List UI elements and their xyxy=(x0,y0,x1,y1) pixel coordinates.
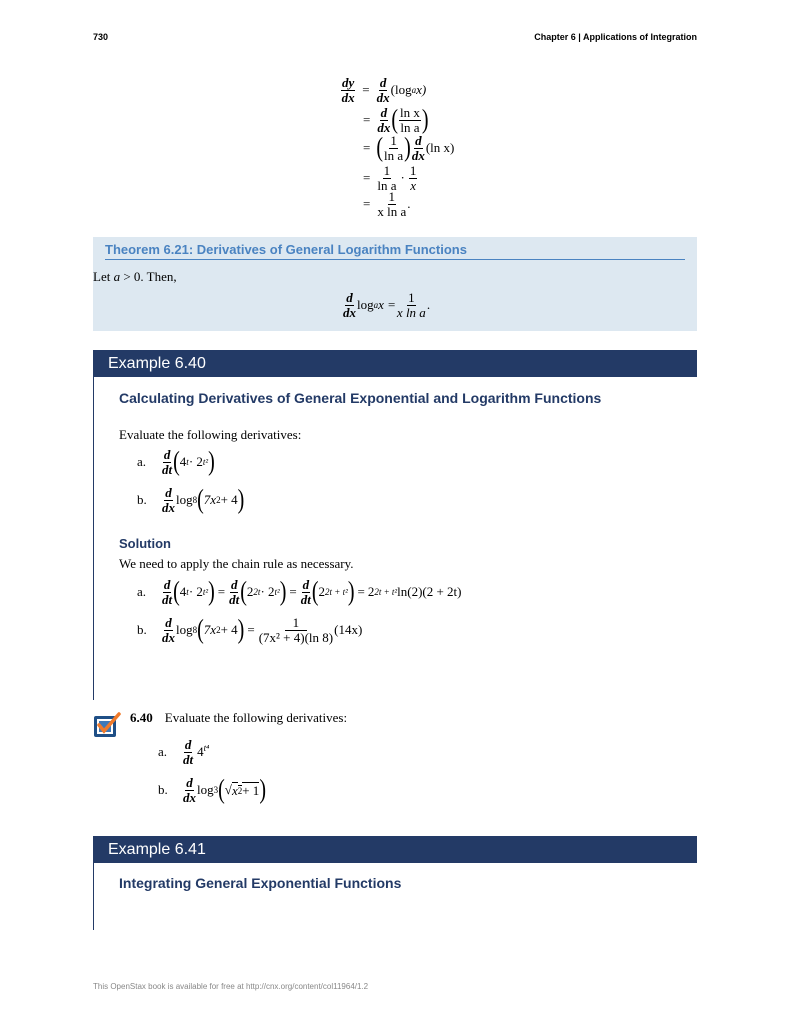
example-6-41-header: Example 6.41 xyxy=(93,836,697,863)
theorem-formula: $\frac{d}{dx}$ log a x = $\frac{1}{\text{x ln a}}$ . xyxy=(343,290,431,320)
exercise-item-b: b. $\frac{d}{dx}$ log 3 ( √ x 2 + 1 ) xyxy=(158,775,266,805)
solution-text: We need to apply the chain rule as necessary. xyxy=(119,556,354,571)
solution-item-b: b. $\frac{d}{dx}$ log 8 ( 7x 2 + 4 ) = $\frac{1}{\text{(7x² + 4)(ln 8)}}$ (14x) xyxy=(137,615,363,645)
theorem-intro: Let a > 0. Then, xyxy=(93,269,177,284)
eq-row-3: = ( $\frac{1}{\text{ln a}}$ ) $\frac{d}{dx}$ (ln x) xyxy=(363,133,455,163)
example-border xyxy=(93,862,94,930)
chapter-header: Chapter 6 | Applications of Integration xyxy=(534,32,697,42)
eq-row-5: = $\frac{1}{\text{x ln a}}$ . xyxy=(363,189,411,219)
checkpoint-checkbox-icon xyxy=(93,712,117,736)
example-item-a: a. $\frac{d}{dt}$ ( 4 t · 2 t² ) xyxy=(137,447,215,477)
example-border xyxy=(93,377,94,700)
page-number: 730 xyxy=(93,32,109,42)
example-6-41-title: Integrating General Exponential Functions xyxy=(119,875,402,891)
exercise-prompt: 6.40 Evaluate the following derivatives: xyxy=(130,710,348,725)
footer-text: This OpenStax book is available for free at http://cnx.org/content/col11964/1.2 xyxy=(93,982,369,991)
eq-row-4: = $\frac{1}{\text{ln a}}$ · $\frac{1}{x}$ xyxy=(363,163,417,193)
theorem-title: Theorem 6.21: Derivatives of General Logarithm Functions xyxy=(105,242,685,260)
exercise-item-a: a. $\frac{d}{dt}$ 4 $^{t^4}$ xyxy=(158,737,210,767)
example-prompt: Evaluate the following derivatives: xyxy=(119,427,302,442)
example-item-b: b. $\frac{d}{dx}$ log 8 ( 7x 2 + 4 ) xyxy=(137,485,245,515)
solution-item-a: a. $\frac{d}{dt}$ ( 4 t · 2 t² ) = $\frac{d}{dt}$ ( 2 2t · 2 t² ) = $\frac{d}{dt}$ ( 2 2t + t² ) = 2 2t + t² ln(2)(2 + 2t) xyxy=(137,577,462,607)
derivation-equations xyxy=(340,76,540,221)
eq-row-2: = $\frac{d}{dx}$ ( $\frac{\text{ln x}}{\text{ln a}}$ ) xyxy=(363,105,429,135)
theorem-box xyxy=(93,237,697,331)
example-title: Calculating Derivatives of General Exponential and Logarithm Functions xyxy=(119,390,602,406)
example-6-40-header: Example 6.40 xyxy=(93,350,697,377)
eq-row-1: $\frac{dy}{dx}$ = $\frac{d}{dx}$ (log a x) xyxy=(341,75,427,105)
solution-label: Solution xyxy=(119,536,171,551)
